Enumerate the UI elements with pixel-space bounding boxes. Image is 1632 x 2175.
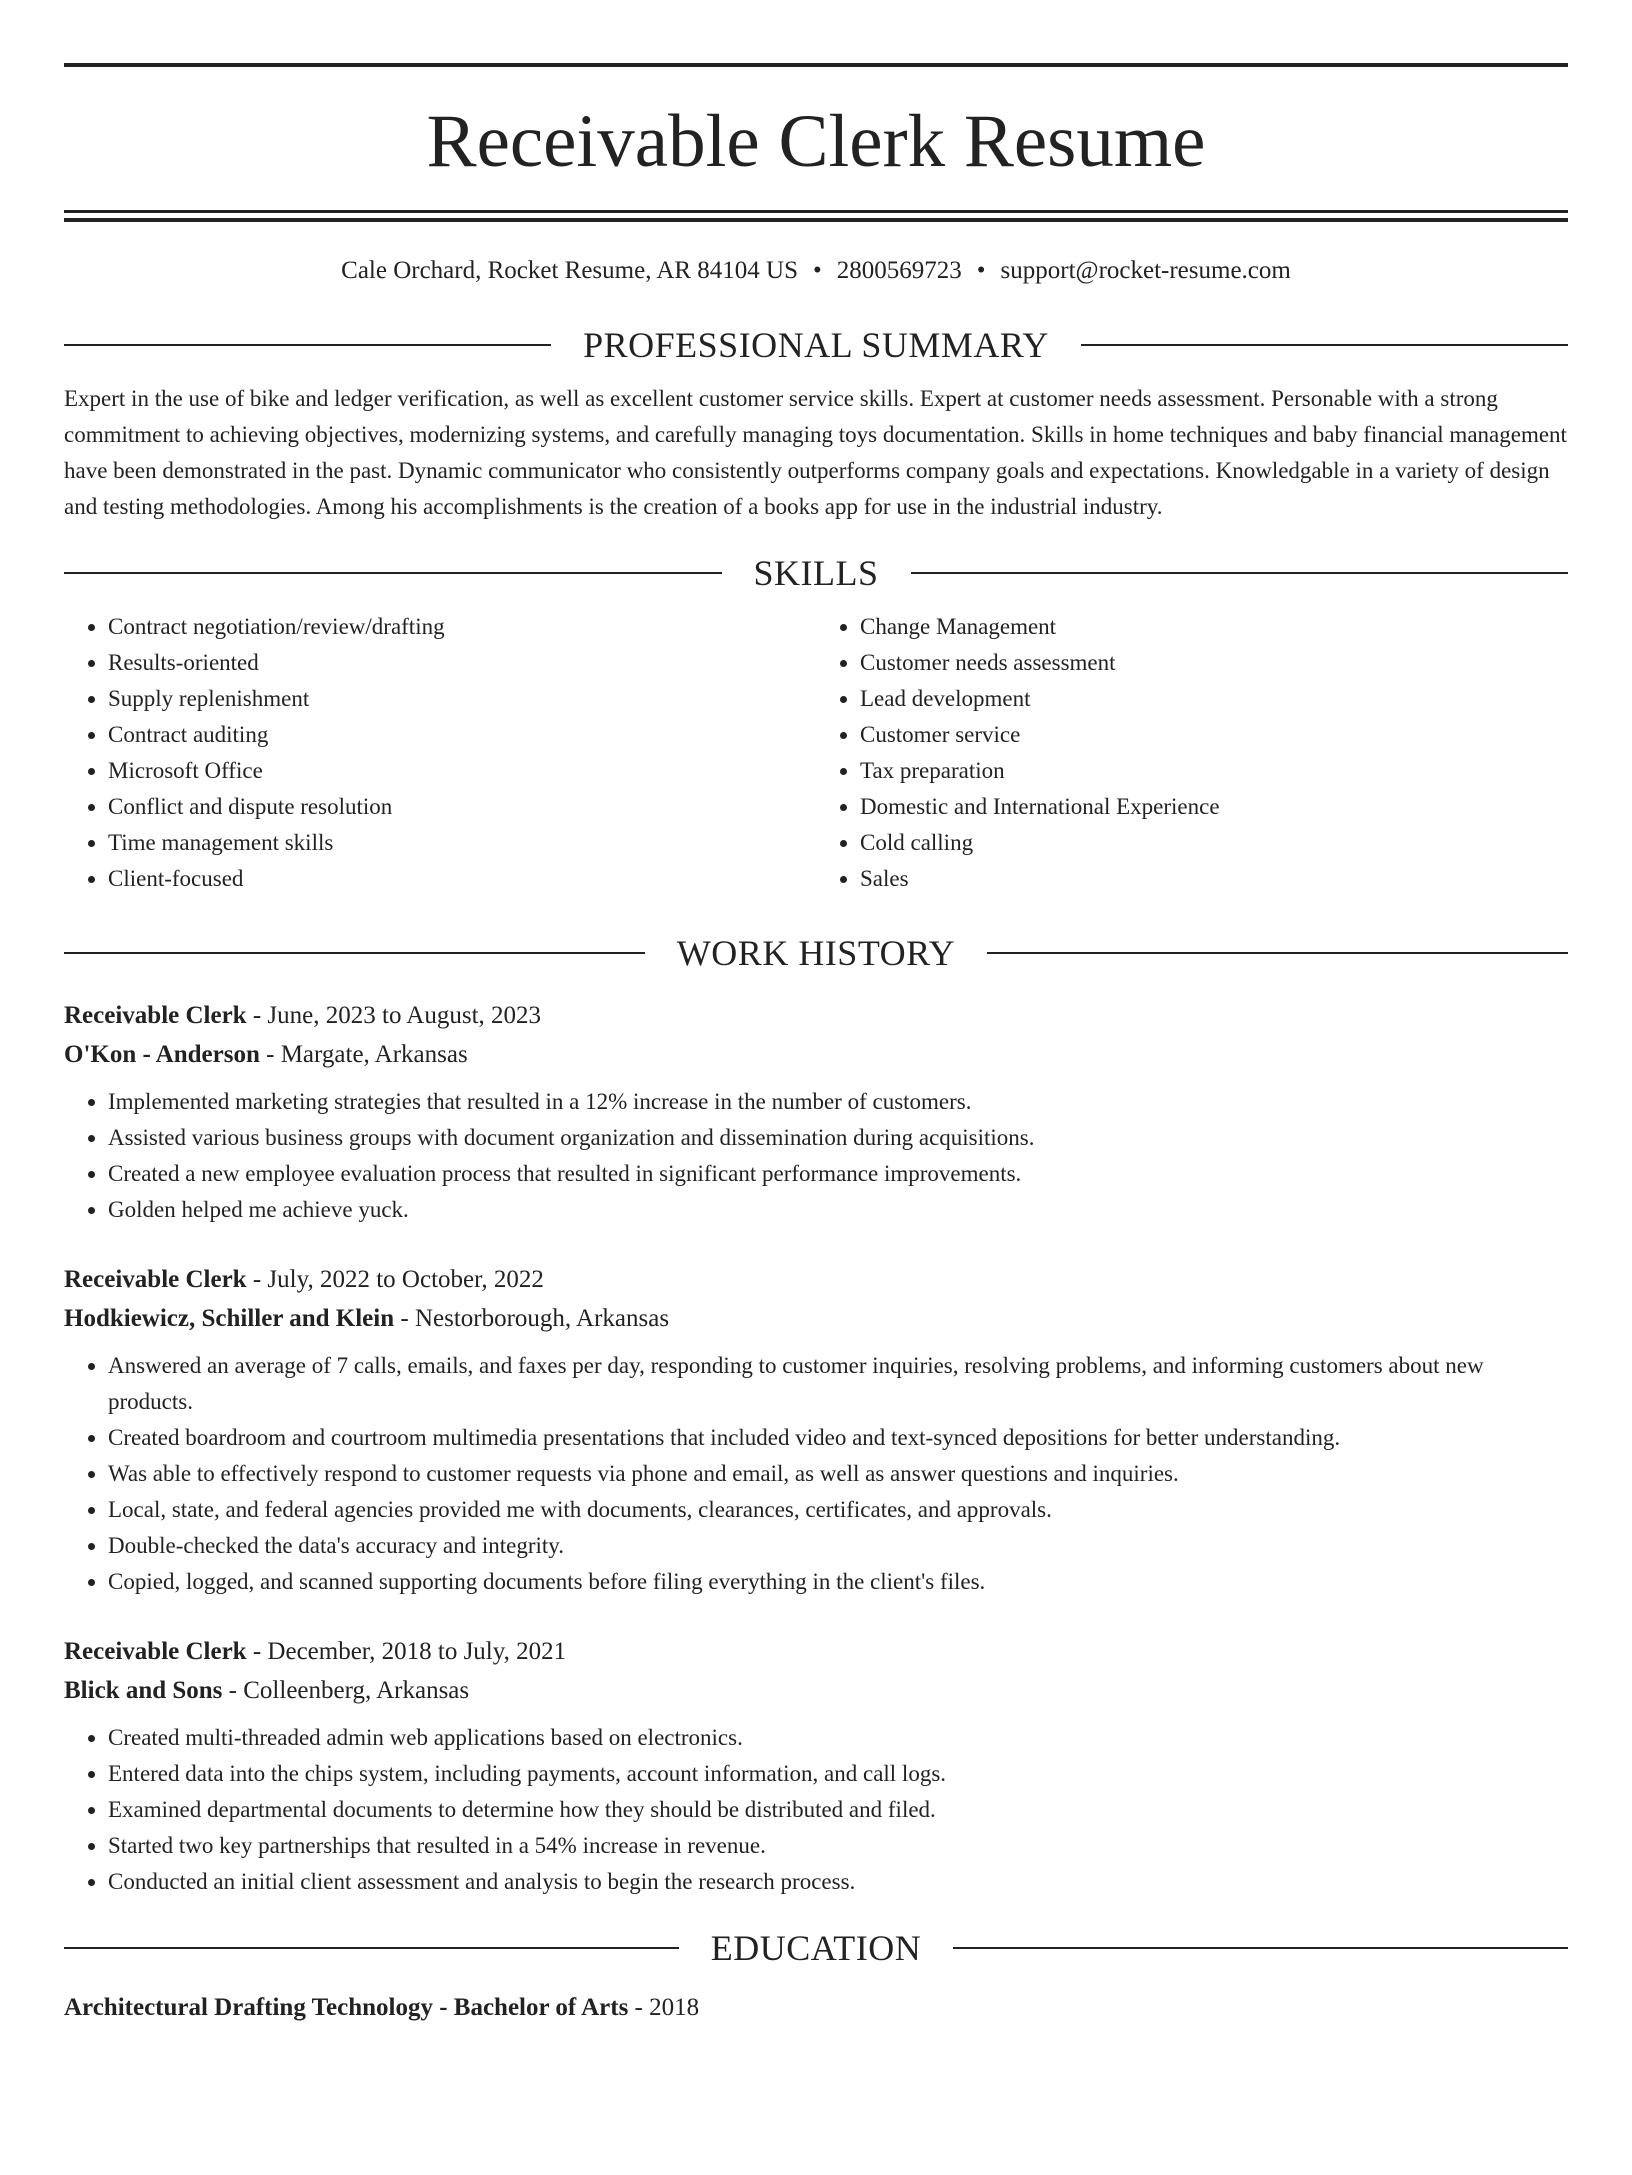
job-bullet: • Examined departmental documents to determine how they should be distributed and filed. bbox=[108, 1792, 1568, 1828]
title-double-rule bbox=[64, 210, 1568, 222]
skills-heading: SKILLS bbox=[753, 553, 879, 593]
contact-separator: • bbox=[976, 257, 986, 284]
skill-item: • Domestic and International Experience bbox=[860, 789, 1568, 825]
skill-item: • Client-focused bbox=[108, 861, 816, 897]
job-title: Receivable Clerk bbox=[64, 1266, 247, 1293]
job-title-line bbox=[64, 1632, 1568, 1671]
skill-item: • Change Management bbox=[860, 609, 1568, 645]
job-company: Blick and Sons bbox=[64, 1677, 223, 1704]
skill-item: • Supply replenishment bbox=[108, 681, 816, 717]
job-bullet: • Conducted an initial client assessment and analysis to begin the research process. bbox=[108, 1864, 1568, 1900]
skill-item: • Contract negotiation/review/drafting bbox=[108, 609, 816, 645]
job-bullet: • Answered an average of 7 calls, emails, and faxes per day, responding to customer inquiries, resolving problems, and informing customers about new products. bbox=[108, 1348, 1568, 1420]
job-title: Receivable Clerk bbox=[64, 1638, 247, 1665]
skills-section-header bbox=[64, 553, 1568, 593]
divider-line bbox=[911, 572, 1569, 574]
job-company: O'Kon - Anderson bbox=[64, 1041, 260, 1068]
job-bullet: • Entered data into the chips system, including payments, account information, and call logs. bbox=[108, 1756, 1568, 1792]
work-heading: WORK HISTORY bbox=[676, 933, 956, 973]
job-bullet: • Started two key partnerships that resulted in a 54% increase in revenue. bbox=[108, 1828, 1568, 1864]
job-bullet: • Created multi-threaded admin web applications based on electronics. bbox=[108, 1720, 1568, 1756]
divider-line bbox=[987, 952, 1568, 954]
divider-line bbox=[64, 572, 722, 574]
skill-item: • Conflict and dispute resolution bbox=[108, 789, 816, 825]
skill-item: • Tax preparation bbox=[860, 753, 1568, 789]
job-dates: - June, 2023 to August, 2023 bbox=[246, 1002, 542, 1029]
skill-item: • Cold calling bbox=[860, 825, 1568, 861]
work-section-header bbox=[64, 933, 1568, 973]
education-degree: Architectural Drafting Technology - Bachelor of Arts bbox=[64, 1994, 629, 2021]
job-bullet: • Created boardroom and courtroom multimedia presentations that included video and text-synced depositions for better understanding. bbox=[108, 1420, 1568, 1456]
job-bullets bbox=[64, 1720, 1568, 1900]
job-dates: - July, 2022 to October, 2022 bbox=[246, 1266, 544, 1293]
resume-page bbox=[0, 63, 1632, 2175]
top-rule bbox=[64, 63, 1568, 67]
skills-list bbox=[64, 609, 1568, 897]
job-location: - Colleenberg, Arkansas bbox=[222, 1677, 470, 1704]
summary-text: Expert in the use of bike and ledger verification, as well as excellent customer service skills. Expert at customer needs assessment. Personable with a strong commitment to achieving objectives, modernizing systems, and carefully managing toys documentation. Skills in home techniques and baby financial management have been demonstrated in the past. Dynamic communicator who consistently outperforms company goals and expectations. Knowledgable in a variety of design and testing methodologies. Among his accomplishments is the creation of a books app for use in the industrial industry. bbox=[64, 386, 1567, 519]
skills-column-right bbox=[816, 609, 1568, 897]
skill-item: • Microsoft Office bbox=[108, 753, 816, 789]
job-title: Receivable Clerk bbox=[64, 1002, 247, 1029]
skill-item: • Contract auditing bbox=[108, 717, 816, 753]
job-bullet: • Local, state, and federal agencies provided me with documents, clearances, certificates, and approvals. bbox=[108, 1492, 1568, 1528]
divider-line bbox=[1081, 344, 1568, 346]
education-entry bbox=[64, 1988, 1568, 2027]
contact-address: Cale Orchard, Rocket Resume, AR 84104 US bbox=[341, 257, 799, 284]
job-bullet: • Copied, logged, and scanned supporting documents before filing everything in the client's files. bbox=[108, 1564, 1568, 1600]
divider-line bbox=[953, 1947, 1568, 1949]
skill-item: • Customer needs assessment bbox=[860, 645, 1568, 681]
job-title-line bbox=[64, 1260, 1568, 1299]
education-section-header bbox=[64, 1928, 1568, 1968]
summary-section-header bbox=[64, 325, 1568, 365]
resume-title: Receivable Clerk Resume bbox=[426, 100, 1206, 183]
skill-item: • Customer service bbox=[860, 717, 1568, 753]
job-bullet: • Double-checked the data's accuracy and integrity. bbox=[108, 1528, 1568, 1564]
skill-item: • Sales bbox=[860, 861, 1568, 897]
contact-email: support@rocket-resume.com bbox=[1000, 257, 1291, 284]
job-bullet: • Created a new employee evaluation process that resulted in significant performance improvements. bbox=[108, 1156, 1568, 1192]
skill-item: • Time management skills bbox=[108, 825, 816, 861]
job-company-line bbox=[64, 1035, 1568, 1074]
job-entry bbox=[64, 1632, 1568, 1900]
job-company-line bbox=[64, 1299, 1568, 1338]
job-entry bbox=[64, 996, 1568, 1228]
skill-item: • Lead development bbox=[860, 681, 1568, 717]
job-bullet: • Golden helped me achieve yuck. bbox=[108, 1192, 1568, 1228]
job-bullet: • Was able to effectively respond to customer requests via phone and email, as well as answer questions and inquiries. bbox=[108, 1456, 1568, 1492]
summary-heading: PROFESSIONAL SUMMARY bbox=[583, 325, 1049, 365]
job-bullet: • Assisted various business groups with document organization and dissemination during acquisitions. bbox=[108, 1120, 1568, 1156]
divider-line bbox=[64, 1947, 679, 1949]
contact-line bbox=[64, 256, 1568, 286]
education-heading: EDUCATION bbox=[710, 1928, 922, 1968]
job-entry bbox=[64, 1260, 1568, 1600]
divider-line bbox=[64, 344, 551, 346]
job-bullets bbox=[64, 1348, 1568, 1600]
job-location: - Nestorborough, Arkansas bbox=[394, 1305, 670, 1332]
education-year: - 2018 bbox=[628, 1994, 700, 2021]
job-company-line bbox=[64, 1671, 1568, 1710]
job-company: Hodkiewicz, Schiller and Klein bbox=[64, 1305, 395, 1332]
job-bullet: • Implemented marketing strategies that resulted in a 12% increase in the number of customers. bbox=[108, 1084, 1568, 1120]
divider-line bbox=[64, 952, 645, 954]
job-location: - Margate, Arkansas bbox=[259, 1041, 468, 1068]
job-bullets bbox=[64, 1084, 1568, 1228]
job-title-line bbox=[64, 996, 1568, 1035]
contact-phone: 2800569723 bbox=[836, 257, 962, 284]
skills-column-left bbox=[64, 609, 816, 897]
skill-item: • Results-oriented bbox=[108, 645, 816, 681]
job-dates: - December, 2018 to July, 2021 bbox=[246, 1638, 567, 1665]
contact-separator: • bbox=[813, 257, 822, 284]
